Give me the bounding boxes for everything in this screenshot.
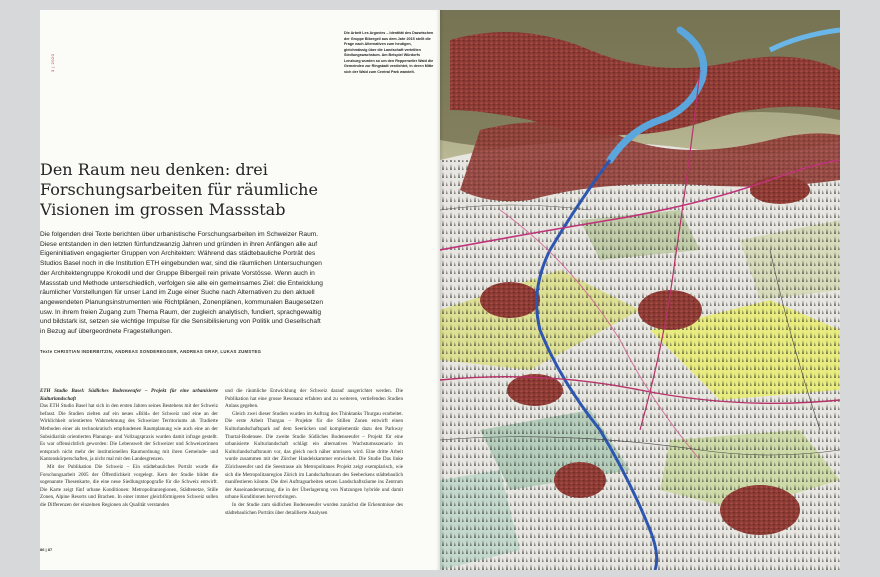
section-subhead: ETH Studio Basel: Südliches Bodenseeufer – Projekt für eine urbanisierte Kulturlandschaft — [40, 388, 218, 402]
landscape-model-photo — [440, 10, 840, 570]
right-page — [440, 10, 840, 570]
body-paragraph: In der Studie zum südlichen Bodenseeufer wurden zunächst die Erkenntnisse des städtebaulichen Porträts über detaillierte Analysen — [225, 501, 403, 516]
article-lead: Die folgenden drei Texte berichten über urbanistische Forschungsarbeiten im Schweizer Raum. Diese entstanden in den letzten fünfundzwanzig Jahren und gründen in ihren Anfängen alle auf Eigeninitiativen engagierter Gruppen von Architekten: Während das städtebauliche Porträt des Studios Basel noch in die Institution ETH eingebunden war, sind die räumlichen Untersuchungen der Architektengruppe Krokodil und der Gruppe Bibergeil rein private Vorstösse. Wenn auch in Massstab und Methode unterschiedlich, verfolgen sie alle ein gemeinsames Ziel: die Entwicklung räumlicher Vorstellungen für unser Land im Zuge einer Suche nach Alternativen zu den aktuell angewendeten Planungsinstrumenten wie Richtplänen, Zonenplänen, kommunalen Baugesetzen usw. In ihrem freien Zugang zum Thema Raum, der zugleich analytisch, fundiert, sprachgewaltig und bildstark ist, setzen sie wichtige Impulse für die Sensibilisierung von Politik und Gesellschaft in Bezug auf übergeordnete Fragestellungen. — [40, 231, 323, 336]
image-caption: Die Arbeit Les Argovies – Identität des Dazwischen der Gruppe Bibergeil aus dem Jahr 2015 stellt die Frage nach Alternativen zum heutigen, gleichmässig über die Landschaft verteilten Siedlungswachstum. Am Beispiel Würdorfs Lenzburg wurden so um den Reppenwiler Wald die Gemeinden zur Ringstadt verdichtet, in deren Mitte sich der Wald zum Central Park wandelt. — [344, 31, 434, 74]
body-paragraph: Das ETH Studio Basel hat sich in den ersten Jahren seines Bestehens mit der Schweiz befasst. Die Studien zielten auf ein neues «Bild» der Schweiz und eine an der Wirklichkeit orientierten Wahrnehmung des Schweizer Territoriums ab. Tradierte Methoden einer als technokratisch empfundenen Raumplanung wie auch eine an der Subsidiarität orientierten Planungs- und Vollzugspraxis wurden damit infrage gestellt. Es war offensichtlich geworden: Die Lebenswelt der Schweizer und Schweizerinnen entsprach nicht mehr der institutionellen Raumordnung mit ihren Gemeinde- und Kantonskörperschaften, ja nicht mal mit den Landesgrenzen. — [40, 403, 218, 463]
body-paragraph: Gleich zwei dieser Studien wurden im Auftrag des Thinktanks Thurgau erarbeitet. Die erste Arbeit Thurgau – Projekte für die Stillen Zonen entwirft einen Kulturlandschaftspark auf dem Seerücken und komplementär dazu den Parkway Thurtal-Bodensee. Die zweite Studie Südliches Bodenseeufer – Projekt für eine urbanisierte Kulturlandschaft schlägt ein alternatives Wachstumsszenario im Kulturlandschaftsraum vor, das gleich noch näher umrissen wird. Eine dritte Arbeit wurde zusammen mit der Zürcher Handelskammer entwickelt. Die Studie Das linke Zürichseeufer und die Seestrasse als Metropolitanes Projekt zeigt exemplarisch, wie sich die Metropolitanregion Zürich im Landschaftsraum des Seebeckens städtebaulich manifestieren könnte. Die drei Auftragsarbeiten setzen Landschaftsräume ins Zentrum der Auseinandersetzung, die in der Überlagerung von Nutzungen hybride und damit urbane Konditionen hervorbringen. — [225, 410, 403, 501]
page-gutter — [436, 10, 444, 570]
article-headline: Den Raum neu denken: drei Forschungsarbeiten für räumliche Visionen im grossen Massstab — [40, 160, 318, 219]
body-paragraph: und die räumliche Entwicklung der Schweiz darauf ausgerichtet werden. Die Publikation hat eine grosse Resonanz erfahren und zu weiteren, vertiefenden Studien Anlass gegeben. — [225, 388, 403, 410]
page-numbers: 86 | 87 — [40, 547, 53, 552]
body-column-1 — [40, 388, 218, 510]
author-credits: Texte CHRISTIAN INDERBITZIN, ANDREAS SONDEREGGER, ANDREAS GRAF, LUKAS ZUMSTEG — [40, 349, 262, 354]
left-page — [40, 10, 440, 570]
section-tag: 3 | 2020 — [50, 53, 55, 72]
body-paragraph: Mit der Publikation Die Schweiz – Ein städtebauliches Porträt wurde die Forschungsarbeit 2005 der Öffentlichkeit vorgelegt. Kern der Studie bildet die sogenannte Thesenkarte, die eine neue Siedlungstopografie für die Schweiz entwirft. Die Karte zeigt fünf urbane Konditionen: Metropolitanregionen, Städtenetze, Stille Zonen, Alpine Resorts und Brachen. In einer immer gleichförmigeren Schweiz sollen die Differenzen der einzelnen Regionen als Qualität verstanden — [40, 463, 218, 508]
body-column-2 — [225, 388, 403, 517]
